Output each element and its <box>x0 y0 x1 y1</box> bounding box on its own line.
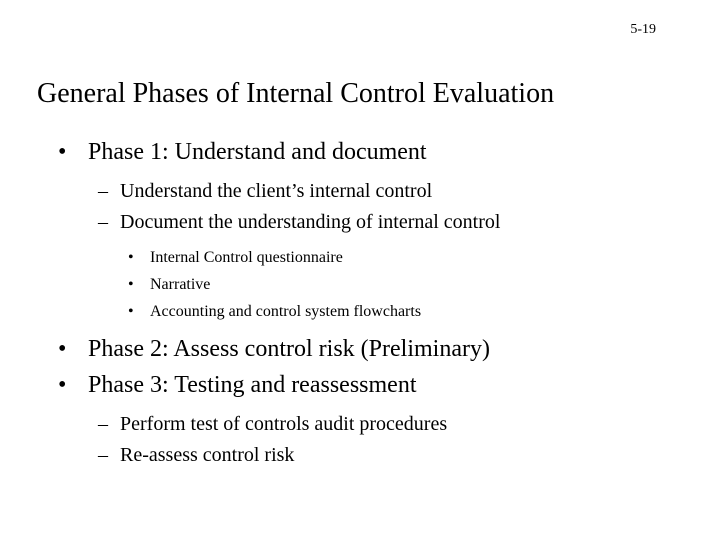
dash-marker: – <box>98 211 108 233</box>
bullet-marker: • <box>58 372 67 398</box>
slide-title: General Phases of Internal Control Evaluation <box>37 78 555 109</box>
sub-sub-bullet-questionnaire <box>58 244 700 271</box>
dash-marker: – <box>98 180 108 202</box>
bullet-phase-3 <box>58 367 700 403</box>
bullet-marker: • <box>58 336 67 362</box>
sub-bullet-reassess <box>58 440 700 471</box>
sub-sub-bullet-text: Internal Control questionnaire <box>150 249 343 266</box>
bullet-marker: • <box>128 303 134 320</box>
sub-sub-bullet-text: Narrative <box>150 276 211 293</box>
sub-bullet-document <box>58 207 700 238</box>
bullet-text: Phase 3: Testing and reassessment <box>88 372 417 398</box>
bullet-text: Phase 1: Understand and document <box>88 139 427 165</box>
page-number: 5-19 <box>630 22 656 37</box>
bullet-list <box>58 134 700 471</box>
sub-bullet-text: Document the understanding of internal control <box>120 211 501 233</box>
bullet-marker: • <box>128 276 134 293</box>
bullet-text: Phase 2: Assess control risk (Preliminary) <box>88 336 490 362</box>
sub-bullet-text: Re-assess control risk <box>120 444 295 466</box>
sub-bullet-text: Perform test of controls audit procedures <box>120 413 448 435</box>
bullet-phase-2 <box>58 331 700 367</box>
sub-bullet-text: Understand the client’s internal control <box>120 180 433 202</box>
dash-marker: – <box>98 444 108 466</box>
sub-sub-bullet-flowcharts <box>58 298 700 325</box>
sub-bullet-understand <box>58 176 700 207</box>
sub-sub-bullet-narrative <box>58 271 700 298</box>
sub-bullet-perform-tests <box>58 409 700 440</box>
bullet-phase-1 <box>58 134 700 170</box>
dash-marker: – <box>98 413 108 435</box>
sub-sub-bullet-text: Accounting and control system flowcharts <box>150 303 422 320</box>
bullet-marker: • <box>128 249 134 266</box>
bullet-marker: • <box>58 139 67 165</box>
